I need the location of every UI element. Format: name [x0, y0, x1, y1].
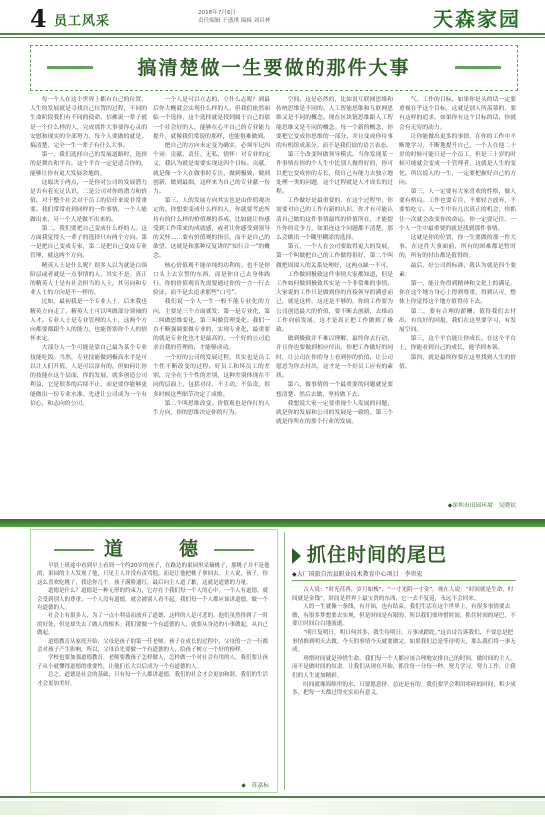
- paragraph: 每一个人在这个世界上都有自己的位置，人生的发展就是寻找自己位置的过程，不同的生命阶段我们有不同的使命。信佛说一辈子就是一个什么样的人，完成那件大事要你心灵的安慰和现实的全部努力，每个人要做的就是，搞清楚，完全一生一辈子有什么大事。: [30, 97, 147, 150]
- page-number: 4: [30, 4, 47, 33]
- paragraph: 气。工作的目标，如果你是头的话一定要重视在乎这个目标，这就是别人所羡慕的，要有这样的追求。如果你有这个目标的话，你就会有无穷的动力。: [399, 97, 516, 131]
- article-title: 搞清楚做一生要做的那件大事: [137, 57, 411, 79]
- paragraph: 工作做到极致这件事情大家都知道，但是工作如何做到极致其实是一个非常难的事情。大家说的工作只是做到你的直接领导的满意而已，就是这样，这还是不够的，你的工作要为公司创造最大的价值，要不断去创新，去推动工作向前发展，这才是真正把工作做到了极致。: [276, 271, 393, 334]
- section-divider-band: [0, 519, 545, 527]
- paragraph: 第二个叫思维改变。价值观也是你打的人生方向，你的思维决定你的行为。: [153, 400, 270, 416]
- tail-title-row: [292, 540, 447, 567]
- article-column-1: [30, 96, 147, 511]
- issue-date: 2018年7月6日: [198, 10, 237, 16]
- paragraph: 一个人是可以立志的，立什么志呢？到最后你大概就会实现什么样的人。但我们依然面临一个选择，这个选择就是找到属于自己的那一个社会好的人。能够在心平自己的专业能力提升，就像我们常说的那样，也能很难做到。: [153, 97, 270, 140]
- paragraph: 古人说：“时光荏苒，岁月如梭”，“一寸光阴一寸金”。现在人说：“时间就是生命，时间就是金钱”。时间是世界上最宝贵的东西，它一去不复返，永远不会回来。: [292, 587, 514, 602]
- tail-body: [292, 586, 516, 791]
- article-body: [30, 96, 516, 511]
- paragraph: 第三，这个平台能让你成长。在这个平台上，你能看到自己的成长，能学到本领。: [399, 336, 516, 352]
- daode-title: 道 德: [103, 538, 204, 560]
- paragraph: 珍惜时间就是珍惜生命。我们每一个人都应该合理地安排自己的时间，做时间的主人，而不是做时间的奴隶。让我们从现在开始，抓住每一分每一秒，努力学习，努力工作，让我们的人生更加精彩。: [292, 655, 516, 679]
- paragraph: 时间就像海绵里的水，只要愿意挤，总还是有的。我们要学会利用零碎的时间，积少成多，把每一天都过得充实而有意义。: [292, 681, 516, 697]
- paragraph: 社会上有很多人，为了一点小利益而放弃了道德，这样的人是可悲的。他们虽然得到了一时的好处，但是却失去了做人的根本。我们要做一个有道德的人，就要从身边的小事做起，从自己做起。: [37, 613, 269, 637]
- issue-info: [198, 9, 270, 25]
- paragraph: 工作做好是最重要的，在这个过程里，你需要对自己的工作有新的认识，你才有可能认清自己做的这件事情最终的价值所在，才能提升你的竞争力，如果连这个问题都不清楚，那么会做出一个糊里糊涂的选择。: [276, 198, 393, 242]
- section-title: 员工风采: [54, 14, 111, 29]
- paragraph: 道德是什么？道德是一种无形的约束力，它存在于我们每一个人的心中。一个人有道德，就会受到别人的尊重；一个人没有道德，就会被别人看不起。我们每一个人都应该讲道德，做一个有道德的人。: [37, 588, 269, 612]
- paragraph: 空间。这是必然的，比如说互联网思维和传统思维是不同的。人工智能思维和互联网思维又是不同的概念。现在区块链思维跟人工智能思维又是不同的概念。每一个新的概念，你要把它变成你思维的一部分，并且变成你待事的有机组成部分。而不是我们说的语言表态。: [276, 97, 393, 150]
- paragraph: 第一，我们选择自己的发展道路时，选择的是舞台和平台。这个平台一定是适合你的。能够让你有更大发展余地的。: [30, 152, 147, 177]
- tail-title: 抓住时间的尾巴: [307, 544, 448, 566]
- paragraph: 把自己的方向未定变为确实，必须牢记四个词：贡献、责任、无私、情怀：对专业的定义，我认为就是需要实现这四个目标。贡献，就是像一个人在做事时专注，做到极致，做到创新，做到最细，这样来为自己的专业献一份力。: [153, 143, 270, 196]
- paragraph: 第三，人一定要有大家喜欢的性格，做人要有格局。工作也要专注，不要轻言放弃，不要怕吃亏。人一生中有几次真正的机会，你抓住一次就会改变你的命运。你一定要记住，一个人一生中最重要的就是找到那件事情。: [399, 189, 516, 232]
- article-author: ◆深圳市田园环境 吴晓钦: [447, 503, 516, 509]
- paragraph: 第六，做事情的一个最重要的问题就是要想清楚，然后去做，坚持做下去。: [276, 382, 393, 398]
- daode-title-dash-right: [214, 549, 254, 551]
- header-rule-thin: [0, 37, 545, 38]
- paragraph: 学校也要加强道德教育，老师要教孩子怎样做人，怎样做一个对社会有用的人。我们要让孩子从小就懂得道德的重要性，让他们长大以后成为一个有道德的人。: [37, 655, 269, 670]
- paragraph: 第三，人的发展方向其实也是由价值观决定的。你想要变成什么样的人，你就要考虑所持有的什么样的价值观的养成。比如能让你感受到工作带来的成就感，或者让你感受到领导的关怀……要有价值观的指引，而不是自己的欲望。这就是和那种反复讲的“知行合一”的概念。: [153, 198, 270, 260]
- paragraph: 第二，我们要把自己变成什么样的人。这方面我觉得人一辈子的选择只有两个方向。第一是把自己变成专家，第二是把自己变成专业管理，就这两个方向。: [30, 225, 147, 260]
- paragraph: 这取决于两点，一是你对公司的发展潜力是否有着充足认识，二是公司对你的潜力和价值，对于整个社会对于员工的信任来说非常重要。我们常常看到同样的一件事情，一个人能做出来，另一个人是做不出来的。: [30, 179, 147, 223]
- paragraph: 早晨上班途中看到早上看到一个约20岁的孩子，在路边的果园里采摘桃子，那桃子并不是他的，果园的主人发现了他，只见主人并没有责骂他，而是让他把桃子拿回去。主人说，孩子，你这么喜欢吃桃子，我送你几个。孩子满脸通红，最后向主人道了歉，这就是道德的力量。: [37, 563, 270, 586]
- footer-strip: [0, 801, 545, 815]
- paragraph: 总之，道德是社会的基础，只有每一个人都讲道德，我们的社会才会更加和谐，我们的生活才会更加美好。: [37, 672, 269, 687]
- paragraph: “明日复明日，明日何其多，我生待明日，万事成蹉跎。”这首诗告诉我们，不要总是把事情推到明天去做，今天的事情今天就要做完。如果我们总是等待明天，那么我们将一事无成。: [292, 629, 516, 654]
- tail-subtitle: ◆大厂国旅自治县职业技术教育中心项目 李世宏: [292, 569, 516, 581]
- column-divider: [284, 532, 285, 790]
- paragraph: 我们说一个人一生一般不能专业化的方向，主要是三个方面就发：第一是专业化，第二叫做思维变化，第三叫做管理变化。我们一直不断强调要做专业的，实现专业化，最重要的就是专业化也才是最高的，一个好的公司追求自我的管理的，才能够成功。: [153, 299, 270, 352]
- masthead: 天森家园: [433, 7, 521, 31]
- paragraph: 让你能做出更多的事情，在你的工作中不断地学习，不断地提升自己，一个人在他二十岁的时候可能只是一个员工，但是三十岁的时候可能就会变成一个管理者，这就是人生的变化。所以说人的一生，一定要把握好自己的方向。: [399, 133, 516, 186]
- paragraph: 最后，好公司的标准，我认为就是四个要素：: [399, 262, 516, 278]
- daode-body: [37, 562, 271, 778]
- article-column-3: [276, 96, 393, 511]
- header-rule: [0, 33, 545, 35]
- paragraph: 我想说大家一定要重视个人发展的问题，就是你的发展和公司的发展是一致的。第三个就是你所在的那个行业的发展。: [276, 400, 393, 426]
- paragraph: 这就是你的位置，你一生要做的那一件大事。在这件大事面前，所有的困难都是暂时的，所有的付出都是值得的。: [399, 235, 516, 260]
- paragraph: 大部分人一生可能是靠自己最为某个专业技能吃饭。当然，专业技能做到极高水平是可以让人们升值，人是可以富有的，但如何让你的技能在这个层面，你的发展，就多创造公司利益，它是很多的后续不止，而是要你能够更能做出一份专业水准。先进让公司成为一个有信心，和志向的公司。: [30, 345, 147, 407]
- paragraph: 比如，最初我是一个专业人士，后来我也精英方向走了。精英人士可以叫做部分领袖的人才。专业人士是专业管理的人士，这两个方向都要都跟个人的能力、也能帮别你个人的情怀来定。: [30, 299, 147, 343]
- paragraph: 人的一生就像一条线，有开始，也有结束。我们生活在这个世界上，有很多事情要去做，有很多梦想要去实现，但是时间是有限的。所以我们要珍惜时间，抓住时间的尾巴，不要让时间白白地流逝。: [292, 604, 516, 628]
- daode-title-dash-left: [54, 549, 94, 551]
- daode-article: [30, 529, 278, 793]
- paragraph: 道德教育从家庭开始，父母是孩子的第一任老师。孩子在成长的过程中，父母的一言一行都会对孩子产生影响。所以，父母首先要做一个有道德的人，给孩子树立一个好的榜样。: [37, 638, 269, 654]
- paragraph: 核心价值观不能单纯的功利的。也不是你口头上去宣誓的东西，而是你自己去身体践行。你的价值观首先需要通过你的一言一行去验证，而不是去追求那些“口号”。: [153, 262, 270, 297]
- article-title-box: [30, 45, 518, 91]
- title-decoration-right: [455, 66, 501, 69]
- article-column-4: [399, 96, 516, 499]
- paragraph: 第一，能让你得到精神和文化上的满足。你在这个地方身心上得到尊重，得到认可，整体上你觉得这个地方值得待下去。: [399, 281, 516, 306]
- triangle-icon: [292, 548, 301, 564]
- paragraph: 精英人士是什么呢？很多人以为就是白领阶层或者就是一点事情的人，其实不是。真正的精英人士是有社会担当的人士，其另向和专业人士的方向是不一样的。: [30, 262, 147, 297]
- paragraph: 一个好的公司的发展过程，其实也是员工个性不断改变的过程。好员工和坏员工的差别，完全在于个性的差别，这种差别体现在不同的层面上，包括对待、不主动、不负责，很多时候这些细节决定了成败。: [153, 354, 270, 398]
- paragraph: 第二，要有合理的薪酬。值得我们去付出，有良好的回报，我们在这里要学习，有发展空间。: [399, 308, 516, 334]
- paragraph: 第三个改变叫做领导模式。当你发现某一件事情在你的个人生中比别人做得好的，你可以把它变成你的专长，使自己有能力去独立地处理一类的问题，这个过程就是人才成长的过程。: [276, 152, 393, 196]
- daode-title-row: [31, 534, 277, 561]
- daode-author: ◆ 苏嘉标: [241, 783, 269, 789]
- footer-rule: [0, 796, 545, 798]
- article-column-2: [153, 96, 270, 511]
- paragraph: 第五，一个人在公司要取得更大的发展，第一个叫做把自己的工作做得很好，第二个叫做把周围人的关系处理好，这两点缺一不可。: [276, 244, 393, 269]
- editor-line: 责任编辑 于盛琪 编辑 刘昌林: [198, 18, 271, 24]
- paragraph: 第四，就是最终你要在这里找到人生的价值。: [399, 354, 516, 370]
- paragraph: 做到极致并不难以理解，最终你去行动，并且你也要做到相应付出，你把工作做好的同时，让公司在你的身上看到你的价值，让公司愿意为你去付出，这才是一个好员工应有的素质。: [276, 336, 393, 380]
